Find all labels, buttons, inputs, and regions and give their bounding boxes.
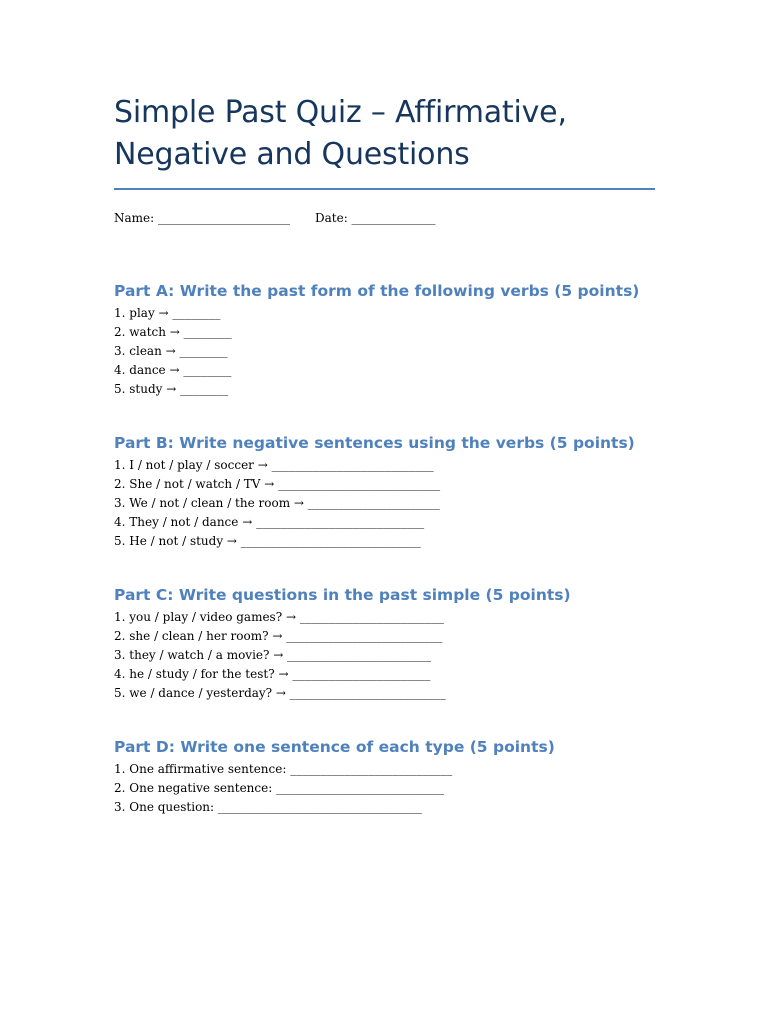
question-item: 4. They / not / dance → ____________________________ (114, 515, 425, 529)
question-list (114, 760, 654, 817)
question-item: 2. watch → ________ (114, 325, 232, 339)
section-part-d (114, 737, 654, 817)
question-item: 2. She / not / watch / TV → ___________________________ (114, 477, 441, 491)
question-list (114, 608, 654, 703)
title-underline (114, 188, 655, 190)
question-item: 5. study → ________ (114, 382, 229, 396)
question-item: 1. you / play / video games? → ________________________ (114, 610, 444, 624)
section-part-b (114, 433, 654, 551)
question-item: 2. she / clean / her room? → __________________________ (114, 629, 443, 643)
question-item: 4. dance → ________ (114, 363, 232, 377)
question-item: 5. He / not / study → ______________________________ (114, 534, 421, 548)
section-part-c (114, 585, 654, 703)
question-list (114, 456, 654, 551)
question-item: 1. One affirmative sentence: ___________________________ (114, 762, 453, 776)
question-item: 3. they / watch / a movie? → ________________________ (114, 648, 432, 662)
question-item: 4. he / study / for the test? → _______________________ (114, 667, 431, 681)
section-heading: Part B: Write negative sentences using the verbs (5 points) (114, 434, 635, 452)
section-heading: Part D: Write one sentence of each type (5 points) (114, 738, 555, 756)
name-date-line (114, 210, 654, 226)
question-item: 2. One negative sentence: ____________________________ (114, 781, 445, 795)
section-heading: Part A: Write the past form of the following verbs (5 points) (114, 282, 640, 300)
question-item: 3. We / not / clean / the room → ______________________ (114, 496, 440, 510)
question-item: 5. we / dance / yesterday? → __________________________ (114, 686, 446, 700)
question-item: 3. One question: __________________________________ (114, 800, 422, 814)
date-field: Date: ______________ (315, 211, 436, 225)
page-title: Simple Past Quiz – Affirmative, Negative and Questions (114, 95, 567, 172)
question-item: 3. clean → ________ (114, 344, 228, 358)
question-item: 1. play → ________ (114, 306, 221, 320)
question-list (114, 304, 654, 399)
name-field: Name: ______________________ (114, 211, 290, 225)
section-part-a (114, 281, 654, 399)
section-heading: Part C: Write questions in the past simple (5 points) (114, 586, 571, 604)
question-item: 1. I / not / play / soccer → ___________________________ (114, 458, 434, 472)
